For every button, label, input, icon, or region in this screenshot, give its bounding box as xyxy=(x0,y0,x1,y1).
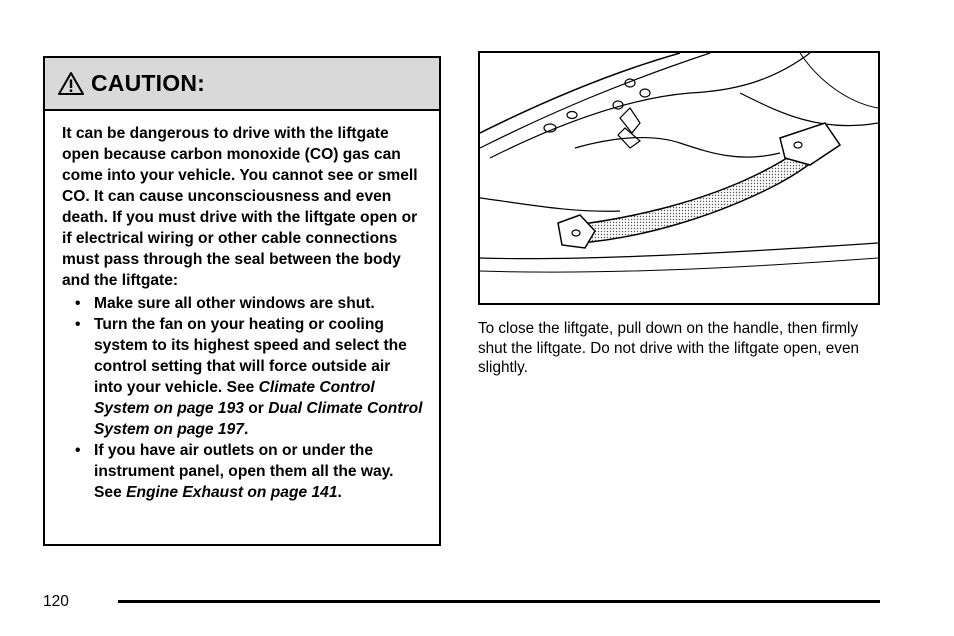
engine-exhaust-reference: Engine Exhaust on page 141 xyxy=(126,484,338,501)
bullet-item xyxy=(62,293,423,314)
warning-triangle-icon xyxy=(57,71,85,97)
bullet-text: If you have air outlets on or under the instrument panel, open them all the way. See xyxy=(94,442,394,501)
instruction-paragraph: To close the liftgate, pull down on the handle, then firmly shut the liftgate. Do not drive with the liftgate open, even slightly. xyxy=(478,320,859,376)
caution-intro: It can be dangerous to drive with the liftgate open because carbon monoxide (CO) gas can come into your vehicle. You cannot see or smell CO. It can cause unconsciousness and even death. If you must drive with the liftgate open or if electrical wiring or other cable connections must pass through the seal between the body and the liftgate: xyxy=(62,125,418,289)
footer-rule xyxy=(118,600,880,603)
bullet-text: . xyxy=(337,484,342,501)
caution-box xyxy=(43,56,441,546)
instruction-text xyxy=(478,319,888,378)
bullet-text: Turn the fan on your heating or cooling system to its highest speed and select the control setting that will force outside air into your vehicle. See xyxy=(94,316,407,396)
caution-bullet-list xyxy=(62,293,423,503)
caution-title: CAUTION: xyxy=(91,70,206,96)
bullet-item xyxy=(62,440,423,503)
dual-climate-control-reference: Dual Climate Control System on page 197 xyxy=(94,400,423,438)
caution-header xyxy=(45,58,439,111)
caution-body xyxy=(45,111,439,503)
bullet-text: Make sure all other windows are shut. xyxy=(94,295,375,312)
bullet-text: or xyxy=(243,400,269,417)
bullet-text: . xyxy=(243,421,249,438)
climate-control-reference: Climate Control System on page 193 xyxy=(94,379,375,417)
liftgate-handle-illustration xyxy=(478,51,880,305)
page-number: 120 xyxy=(43,593,69,610)
bullet-item xyxy=(62,314,423,440)
